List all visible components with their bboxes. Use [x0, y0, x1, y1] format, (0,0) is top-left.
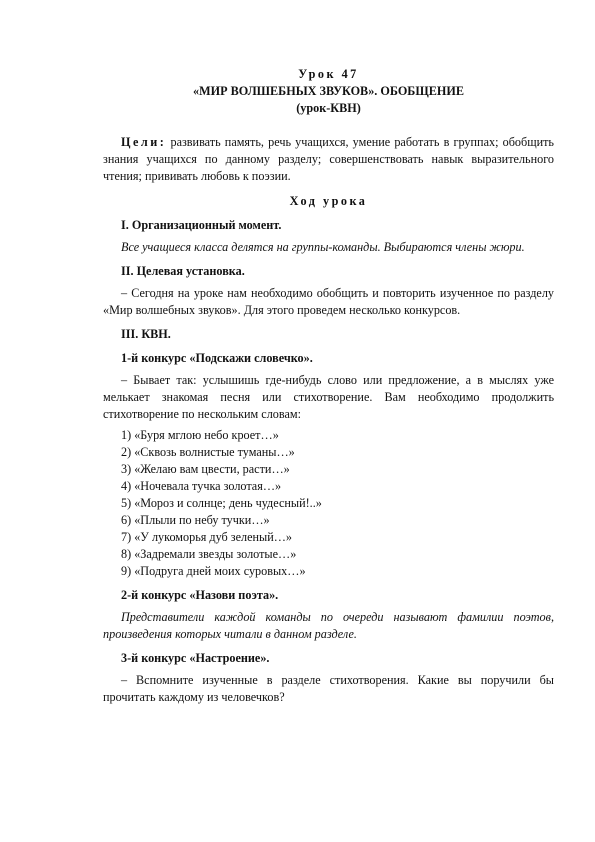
lesson-topic: «МИР ВОЛШЕБНЫХ ЗВУКОВ». ОБОБЩЕНИЕ	[193, 84, 464, 98]
contest-2-title: 2-й конкурс «Назови поэта».	[121, 588, 279, 602]
contest-1-list	[103, 427, 554, 580]
contest-2-text: Представители каждой команды по очереди называют фамилии поэтов, произведения которых читали в данном разделе.	[103, 610, 554, 641]
document-content	[103, 66, 554, 706]
list-item: 9) «Подруга дней моих суровых…»	[121, 564, 306, 578]
contest-1-title: 1-й конкурс «Подскажи словечко».	[121, 351, 313, 365]
list-item: 2) «Сквозь волнистые туманы…»	[121, 445, 295, 459]
section-1-title: I. Организационный момент.	[121, 218, 282, 232]
contest-1-text: – Бывает так: услышишь где-нибудь слово или предложение, а в мыслях уже мелькает знакомая песня или стихотворение. Вам необходимо продолжить стихотворение по нескольким словам:	[103, 373, 554, 421]
list-item: 7) «У лукоморья дуб зеленый…»	[121, 530, 293, 544]
lesson-number: Урок 47	[298, 67, 359, 81]
section-2-text: – Сегодня на уроке нам необходимо обобщить и повторить изученное по разделу «Мир волшебных звуков». Для этого проведем несколько конкурсов.	[103, 286, 554, 317]
list-item: 4) «Ночевала тучка золотая…»	[121, 479, 282, 493]
list-item: 5) «Мороз и солнце; день чудесный!..»	[121, 496, 322, 510]
goals-label: Цели:	[121, 135, 167, 149]
goals-paragraph	[103, 134, 554, 185]
section-3-title: III. КВН.	[121, 327, 171, 341]
list-item: 3) «Желаю вам цвести, расти…»	[121, 462, 290, 476]
list-item: 6) «Плыли по небу тучки…»	[121, 513, 270, 527]
contest-3-title: 3-й конкурс «Настроение».	[121, 651, 270, 665]
section-1-text: Все учащиеся класса делятся на группы-команды. Выбираются члены жюри.	[121, 240, 525, 254]
section-2-title: II. Целевая установка.	[121, 264, 245, 278]
contest-3-text: – Вспомните изученные в разделе стихотворения. Какие вы поручили бы прочитать каждому из человечков?	[103, 673, 554, 704]
goals-text: развивать память, речь учащихся, умение работать в группах; обобщить знания учащихся по данному разделу; совершенствовать навык выразительного чтения; прививать любовь к поэзии.	[103, 135, 554, 183]
course-title: Ход урока	[289, 194, 368, 208]
list-item: 1) «Буря мглою небо кроет…»	[121, 428, 279, 442]
list-item: 8) «Задремали звезды золотые…»	[121, 547, 297, 561]
lesson-form: (урок-КВН)	[296, 101, 361, 115]
